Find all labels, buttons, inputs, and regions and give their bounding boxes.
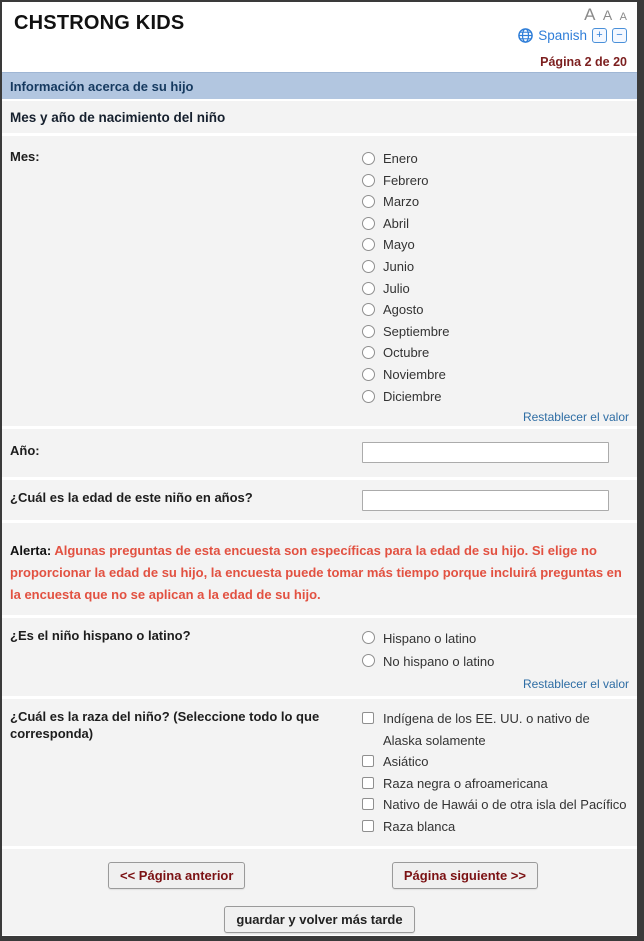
question-year-label: Año:: [10, 443, 40, 458]
radio-option[interactable]: [362, 299, 629, 321]
checkbox-option-label: Asiático: [383, 754, 429, 770]
alert-row: [2, 523, 637, 615]
language-row: [518, 28, 627, 43]
alert-text: Algunas preguntas de esta encuesta son específicas para la edad de su hijo. Si elige no proporcionar la edad de su hijo, la encuesta puede tomar más tiempo porque incluirá preguntas en la encuesta que no se aplican a la edad de su hijo.: [10, 543, 622, 602]
radio-option[interactable]: [362, 321, 629, 343]
radio-button-icon[interactable]: [362, 238, 375, 251]
nav-buttons-line: [2, 862, 637, 889]
font-size-medium-button[interactable]: A: [602, 7, 613, 23]
header: [2, 2, 637, 72]
checkbox-option[interactable]: [362, 773, 629, 795]
checkbox-option-label: Indígena de los EE. UU. o nativo de Alaska solamente: [383, 711, 590, 748]
checkbox-option[interactable]: [362, 708, 629, 751]
radio-option-label: Septiembre: [383, 323, 450, 339]
font-decrease-button[interactable]: −: [612, 28, 627, 43]
question-ethnicity: [2, 618, 637, 696]
radio-button-icon[interactable]: [362, 390, 375, 403]
checkbox-option[interactable]: [362, 751, 629, 773]
radio-option[interactable]: [362, 213, 629, 235]
radio-button-icon[interactable]: [362, 195, 375, 208]
font-increase-button[interactable]: +: [592, 28, 607, 43]
question-race: [2, 699, 637, 846]
checkbox-icon[interactable]: [362, 798, 374, 810]
checkbox-option[interactable]: [362, 816, 629, 838]
radio-option[interactable]: [362, 278, 629, 300]
question-ethnicity-options: [354, 618, 637, 696]
question-month-options: [354, 136, 637, 426]
page-indicator: Página 2 de 20: [540, 55, 627, 69]
radio-option-label: Marzo: [383, 194, 420, 210]
age-input[interactable]: [362, 490, 609, 511]
question-age: [2, 480, 637, 520]
radio-button-icon[interactable]: [362, 346, 375, 359]
question-race-label: ¿Cuál es la raza del niño? (Seleccione todo lo que corresponda): [10, 709, 320, 741]
question-month: [2, 136, 637, 426]
checkbox-icon[interactable]: [362, 755, 374, 767]
font-size-controls: [518, 6, 627, 26]
radio-option-label: No hispano o latino: [383, 654, 495, 669]
language-toggle-link[interactable]: Spanish: [538, 28, 587, 43]
radio-option-label: Mayo: [383, 237, 415, 253]
radio-option[interactable]: [362, 234, 629, 256]
font-size-small-button[interactable]: A: [619, 11, 627, 23]
radio-option-label: Diciembre: [383, 388, 442, 404]
radio-button-icon[interactable]: [362, 217, 375, 230]
radio-option[interactable]: [362, 170, 629, 192]
section-header-birth: Mes y año de nacimiento del niño: [2, 101, 637, 133]
checkbox-option-label: Nativo de Hawái o de otra isla del Pacífico: [383, 797, 627, 813]
radio-button-icon[interactable]: [362, 260, 375, 273]
save-button-line: [2, 906, 637, 933]
radio-option-label: Agosto: [383, 302, 424, 318]
checkbox-option-label: Raza negra o afroamericana: [383, 775, 548, 791]
question-race-options: [354, 699, 637, 846]
checkbox-icon[interactable]: [362, 820, 374, 832]
question-month-label: Mes:: [10, 149, 40, 164]
save-return-later-button[interactable]: guardar y volver más tarde: [224, 906, 414, 933]
radio-button-icon[interactable]: [362, 303, 375, 316]
month-reset-row: [2, 404, 637, 426]
question-year: [2, 429, 637, 477]
radio-option-label: Hispano o latino: [383, 631, 477, 646]
globe-icon: [518, 28, 533, 43]
radio-button-icon[interactable]: [362, 174, 375, 187]
radio-button-icon[interactable]: [362, 152, 375, 165]
radio-option[interactable]: [362, 627, 629, 650]
radio-option-label: Julio: [383, 280, 410, 296]
radio-option-label: Febrero: [383, 172, 429, 188]
radio-button-icon[interactable]: [362, 325, 375, 338]
font-size-large-button[interactable]: A: [584, 5, 596, 24]
checkbox-icon[interactable]: [362, 712, 374, 724]
question-ethnicity-label: ¿Es el niño hispano o latino?: [10, 628, 191, 643]
alert-prefix: Alerta:: [10, 543, 52, 558]
radio-button-icon[interactable]: [362, 368, 375, 381]
radio-option[interactable]: [362, 256, 629, 278]
checkbox-icon[interactable]: [362, 777, 374, 789]
radio-button-icon[interactable]: [362, 282, 375, 295]
radio-option-label: Octubre: [383, 345, 430, 361]
question-age-label: ¿Cuál es la edad de este niño en años?: [10, 490, 253, 505]
ethnicity-reset-link[interactable]: Restablecer el valor: [522, 677, 629, 691]
navigation-row: [2, 849, 637, 935]
year-input[interactable]: [362, 442, 609, 463]
radio-option[interactable]: [362, 191, 629, 213]
radio-option[interactable]: [362, 364, 629, 386]
radio-button-icon[interactable]: [362, 631, 375, 644]
survey-section-title-bar: Información acerca de su hijo: [2, 72, 637, 99]
month-reset-link[interactable]: Restablecer el valor: [522, 410, 629, 424]
page-title: CHSTRONG KIDS: [14, 12, 185, 34]
checkbox-option[interactable]: [362, 794, 629, 816]
radio-option[interactable]: [362, 148, 629, 170]
radio-option[interactable]: [362, 650, 629, 673]
next-page-button[interactable]: Página siguiente >>: [392, 862, 538, 889]
question-year-data: [354, 429, 637, 477]
radio-option[interactable]: [362, 342, 629, 364]
checkbox-option-label: Raza blanca: [383, 818, 456, 834]
radio-option-label: Junio: [383, 258, 415, 274]
previous-page-button[interactable]: << Página anterior: [108, 862, 245, 889]
ethnicity-options-list: [362, 627, 629, 673]
radio-option-label: Abril: [383, 215, 410, 231]
question-age-data: [354, 480, 637, 520]
radio-button-icon[interactable]: [362, 654, 375, 667]
radio-option-label: Noviembre: [383, 366, 446, 382]
header-controls: [518, 6, 627, 69]
radio-option-label: Enero: [383, 151, 418, 166]
